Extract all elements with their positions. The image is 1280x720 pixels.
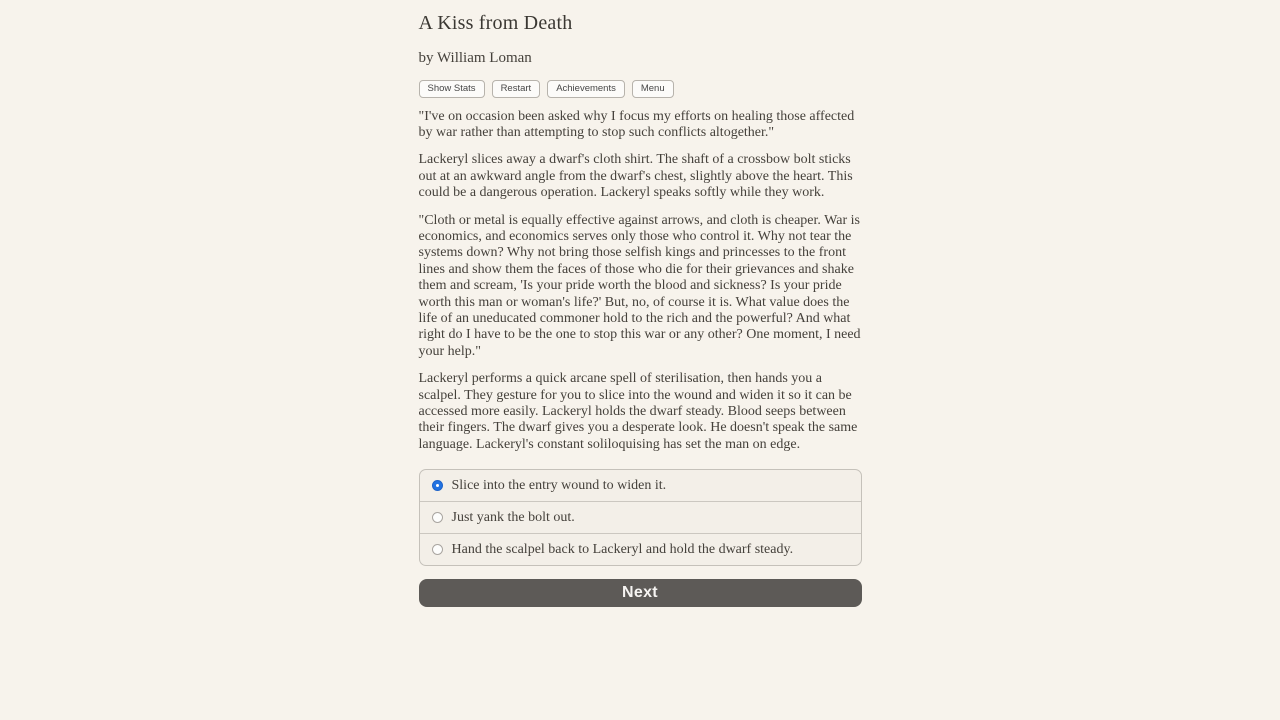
author-byline: by William Loman (418, 50, 532, 66)
story-paragraph: Lackeryl performs a quick arcane spell of sterilisation, then hands you a scalpel. They gesture for you to slice into the wound and widen it so it can be accessed more easily. Lackeryl holds the dwarf steady. Blood seeps between their fingers. The dwarf gives you a desperate look. He doesn't speak the same language. Lackeryl's constant soliloquising has set the man on edge. (418, 371, 858, 452)
radio-unselected-icon[interactable] (432, 544, 443, 555)
story-paragraph: "I've on occasion been asked why I focus my efforts on healing those affected by war rather than attempting to stop such conflicts altogether." (418, 108, 855, 140)
menu-button[interactable]: Menu (632, 80, 674, 98)
next-button[interactable]: Next (419, 579, 862, 607)
choice-option-1[interactable] (420, 470, 861, 502)
choice-list (419, 469, 862, 566)
game-page (419, 0, 862, 607)
radio-selected-icon[interactable] (432, 480, 443, 491)
choice-option-2[interactable] (420, 502, 861, 534)
show-stats-button[interactable]: Show Stats (419, 80, 485, 98)
page-title: A Kiss from Death (418, 12, 573, 34)
story-paragraph: "Cloth or metal is equally effective against arrows, and cloth is cheaper. War is economics, and economics serves only those who control it. Why not tear the systems down? Why not bring those selfish kings and princesses to the front lines and show them the faces of those who die for their grievances and shake them and scream, 'Is your pride worth the blood and sickness? Is your pride worth this man or woman's life?' But, no, of course it is. What value does the life of an uneducated commoner hold to the rich and the powerful? And what right do I have to be the one to stop this war or any other? One moment, I need your help." (418, 212, 861, 359)
story-paragraph: Lackeryl slices away a dwarf's cloth shirt. The shaft of a crossbow bolt sticks out at an awkward angle from the dwarf's chest, slightly above the heart. This could be a dangerous operation. Lackeryl speaks softly while they work. (418, 152, 853, 201)
toolbar (419, 80, 862, 98)
choice-label: Slice into the entry wound to widen it. (451, 477, 667, 493)
achievements-button[interactable]: Achievements (547, 80, 625, 98)
choice-option-3[interactable] (420, 534, 861, 565)
radio-unselected-icon[interactable] (432, 512, 443, 523)
restart-button[interactable]: Restart (492, 80, 541, 98)
choice-label: Just yank the bolt out. (451, 509, 575, 525)
choice-label: Hand the scalpel back to Lackeryl and hold the dwarf steady. (451, 541, 794, 557)
